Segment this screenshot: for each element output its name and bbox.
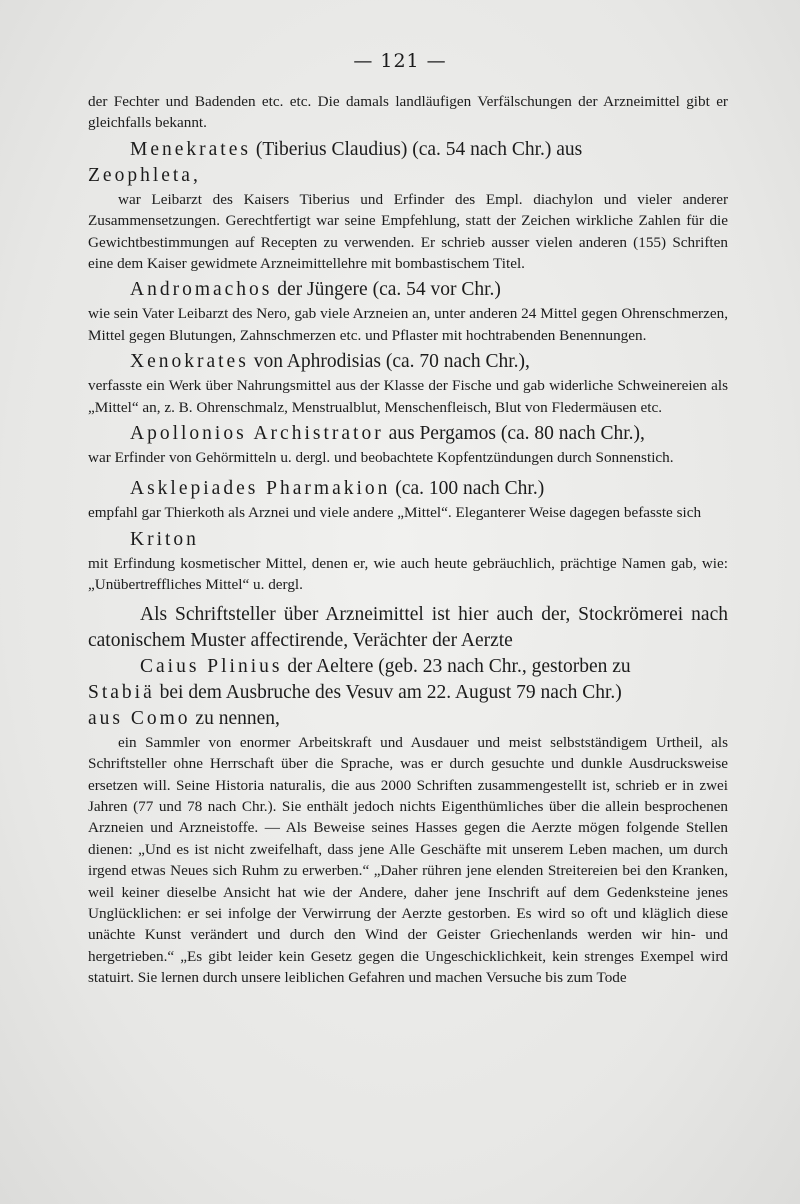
paragraph-andromachos: wie sein Vater Leibarzt des Nero, gab viele Arzneien an, unter anderen 24 Mittel gegen Ohrenschmerzen, Mittel gegen Blutungen, Zahnschmerzen etc. und Pflaster mit hochtrabenden Benennungen. — [88, 305, 728, 344]
heading-detail: der Aeltere (geb. 23 nach Chr., gestorben zu — [282, 655, 631, 677]
heading-plinius-cont2 — [88, 706, 728, 732]
page-number: — 121 — — [353, 50, 447, 72]
person-name: Xenokrates — [130, 351, 249, 373]
heading-kriton — [130, 527, 728, 553]
paragraph-kriton: mit Erfindung kosmetischer Mittel, denen er, wie auch heute gebräuchlich, prächtige Namen gab, wie: „Unübertreffliches Mittel“ u. dergl. — [88, 554, 728, 594]
heading-detail: (ca. 100 nach Chr.) — [390, 478, 545, 500]
heading-detail: (Tiberius Claudius) (ca. 54 nach Chr.) aus — [250, 138, 583, 160]
person-name: Menekrates — [130, 138, 251, 160]
heading-detail: der Jüngere (ca. 54 vor Chr.) — [272, 279, 501, 301]
person-name: Asklepiades Pharmakion — [130, 478, 391, 500]
heading-plinius-cont — [88, 680, 728, 706]
heading-andromachos — [130, 277, 728, 303]
paragraph-apollonios: war Erfinder von Gehörmitteln u. dergl. und beobachtete Kopfentzündungen durch Sonnenstich. — [88, 449, 674, 467]
heading-xenokrates — [130, 349, 728, 375]
heading-detail: zu nennen, — [190, 707, 280, 729]
heading-detail: bei dem Ausbruche des Vesuv am 22. August 79 nach Chr.) — [154, 681, 622, 703]
place-name: Stabiä — [88, 681, 155, 703]
paragraph-asklepiades: empfahl gar Thierkoth als Arznei und viele andere „Mittel“. Eleganterer Weise dagegen befasste sich — [88, 504, 702, 522]
heading-detail: von Aphrodisias (ca. 70 nach Chr.), — [248, 351, 530, 373]
person-name: Andromachos — [130, 279, 273, 301]
place-name: Zeophleta, — [88, 164, 201, 186]
heading-asklepiades — [130, 476, 728, 502]
heading-apollonios — [130, 421, 728, 447]
heading-menekrates-cont — [88, 163, 728, 189]
paragraph-xenokrates: verfasste ein Werk über Nahrungsmittel aus der Klasse der Fische und gab widerliche Schweinereien als „Mittel“ an, z. B. Ohrenschmalz, Menstrualblut, Menschenfleisch, Blut von Fledermäusen etc. — [88, 377, 728, 416]
paragraph-plinius: ein Sammler von enormer Arbeitskraft und Ausdauer und meist selbstständigem Urtheil, als Schriftsteller ohne Herrschaft über die Sprache, was er durch gesuchte und dunkle Ausdrucksweise ersetzen will. Seine Historia naturalis, die aus 2000 Schriften zusammengestellt ist, schrieb er in zwei Jahren (77 und 78 nach Chr.). Sie enthält jedoch nichts Eigenthümliches über die allein besprochenen Arzneien und Arzneistoffe. — Als Beweise seines Hasses gegen die Aerzte mögen folgende Stellen dienen: „Und es ist nicht zweifelhaft, dass jene Alle Geschäfte mit unserem Leben machen, um durch irgend etwas Neues sich Ruhm zu erwerben.“ „Daher rühren jene elenden Streitereien bei den Kranken, weil keiner dieselbe Ansicht hat wie der Andere, daher jene Inschrift auf dem Gedenksteine jenes Unglücklichen: er sei infolge der Verwirrung der Aerzte gestorben. Es wird so oft und kläglich diese unächte Kunst verändert und durch den Wind der Geister Griechenlands werden wir hin- und hergetrieben.“ „Es gibt leider kein Gesetz gegen die Ungeschicklichkeit, kein strenges Exempel wird statuirt. Sie lernen durch unsere leiblichen Gefahren und machen Versuche bis zum Tode — [88, 733, 728, 987]
heading-detail: aus Pergamos (ca. 80 nach Chr.), — [383, 423, 645, 445]
paragraph-menekrates: war Leibarzt des Kaisers Tiberius und Erfinder des Empl. diachylon und vieler anderer Zusammensetzungen. Gerechtfertigt war seine Empfehlung, statt der Zeichen wirkliche Zahlen für die Gewichtbestimmungen auf Recepten zu verwenden. Er schrieb ausser vielen anderen (155) Schriften eine dem Kaiser gewidmete Arzneimittellehre mit bombastischem Titel. — [88, 190, 728, 273]
paragraph-intro: der Fechter und Badenden etc. etc. Die damals landläufigen Verfälschungen der Arzneimittel gibt er gleichfalls bekannt. — [88, 93, 728, 132]
heading-plinius — [140, 654, 728, 680]
place-name: aus Como — [88, 707, 191, 729]
page-body — [88, 91, 728, 989]
heading-menekrates — [130, 137, 728, 163]
paragraph-schriftsteller: Als Schriftsteller über Arzneimittel ist hier auch der, Stockrömerei nach catonischem Muster affectirende, Verächter der Aerzte — [88, 603, 728, 651]
person-name: Apollonios Archistrator — [130, 423, 384, 445]
person-name: Caius Plinius — [140, 655, 283, 677]
person-name: Kriton — [130, 528, 199, 550]
